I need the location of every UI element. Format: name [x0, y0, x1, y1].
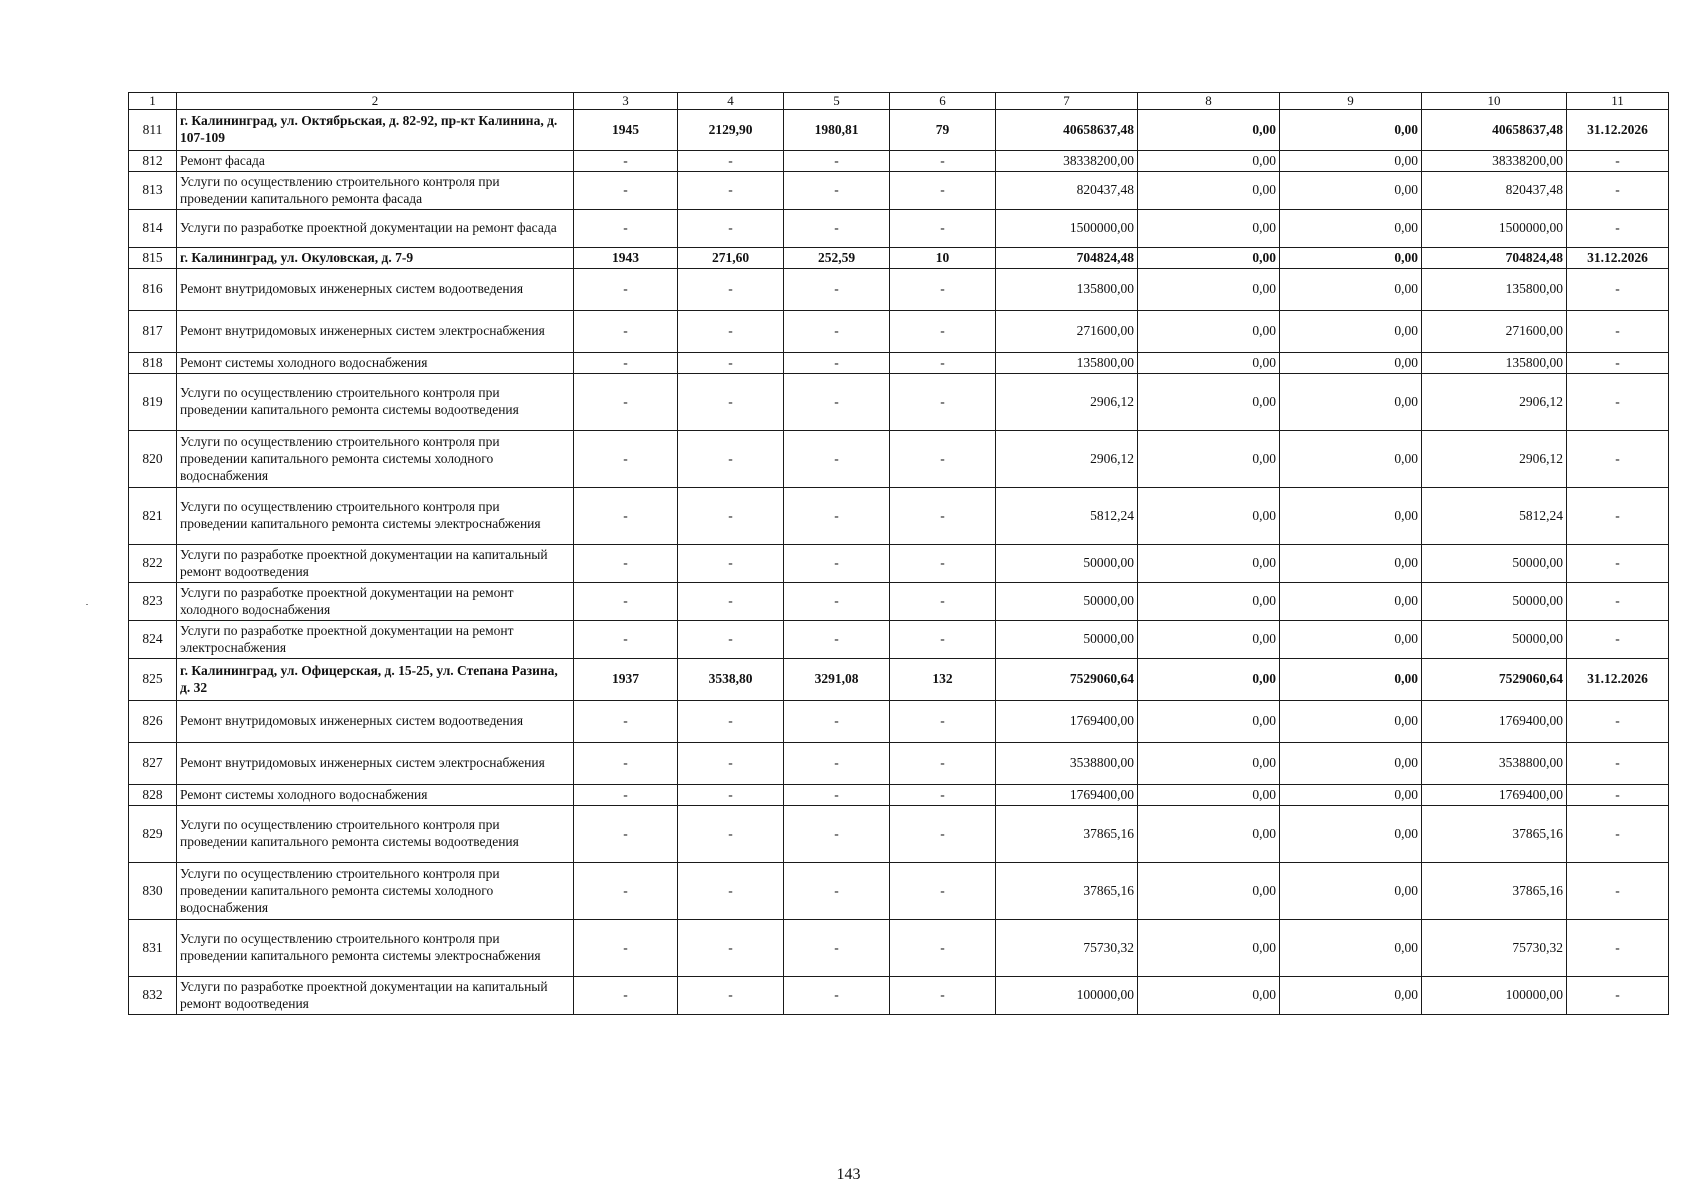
- fund-cost-cell: 0,00: [1138, 110, 1280, 151]
- residential-area-cell: 252,59: [784, 248, 890, 269]
- commissioning-year-cell: 1937: [574, 659, 678, 701]
- commissioning-year-cell: -: [574, 701, 678, 743]
- row-number-cell: 831: [129, 920, 177, 977]
- completion-date-cell: -: [1567, 210, 1669, 248]
- residents-count-cell: 79: [890, 110, 996, 151]
- table-row: [129, 785, 1669, 806]
- commissioning-year-cell: -: [574, 743, 678, 785]
- owners-cost-cell: 3538800,00: [1422, 743, 1567, 785]
- commissioning-year-cell: -: [574, 806, 678, 863]
- commissioning-year-cell: -: [574, 863, 678, 920]
- completion-date-cell: -: [1567, 977, 1669, 1015]
- total-cost-cell: 50000,00: [996, 583, 1138, 621]
- row-number-cell: 812: [129, 151, 177, 172]
- residential-area-cell: -: [784, 311, 890, 353]
- fund-cost-cell: 0,00: [1138, 863, 1280, 920]
- table-row: [129, 806, 1669, 863]
- total-area-cell: -: [678, 701, 784, 743]
- residents-count-cell: -: [890, 353, 996, 374]
- total-area-cell: 2129,90: [678, 110, 784, 151]
- residents-count-cell: 10: [890, 248, 996, 269]
- table-row: [129, 977, 1669, 1015]
- total-cost-cell: 5812,24: [996, 488, 1138, 545]
- owners-cost-cell: 75730,32: [1422, 920, 1567, 977]
- total-area-cell: -: [678, 743, 784, 785]
- budget-cost-cell: 0,00: [1280, 353, 1422, 374]
- residents-count-cell: -: [890, 743, 996, 785]
- residential-area-cell: -: [784, 701, 890, 743]
- residential-area-cell: -: [784, 374, 890, 431]
- column-header: 7: [996, 93, 1138, 110]
- total-area-cell: -: [678, 920, 784, 977]
- commissioning-year-cell: -: [574, 488, 678, 545]
- column-header: 6: [890, 93, 996, 110]
- table-row: [129, 621, 1669, 659]
- owners-cost-cell: 37865,16: [1422, 863, 1567, 920]
- residents-count-cell: -: [890, 977, 996, 1015]
- completion-date-cell: -: [1567, 701, 1669, 743]
- fund-cost-cell: 0,00: [1138, 151, 1280, 172]
- total-area-cell: -: [678, 374, 784, 431]
- fund-cost-cell: 0,00: [1138, 621, 1280, 659]
- commissioning-year-cell: 1943: [574, 248, 678, 269]
- table-row: [129, 353, 1669, 374]
- total-cost-cell: 100000,00: [996, 977, 1138, 1015]
- budget-cost-cell: 0,00: [1280, 545, 1422, 583]
- completion-date-cell: -: [1567, 863, 1669, 920]
- total-area-cell: -: [678, 806, 784, 863]
- residential-area-cell: -: [784, 806, 890, 863]
- fund-cost-cell: 0,00: [1138, 248, 1280, 269]
- fund-cost-cell: 0,00: [1138, 353, 1280, 374]
- completion-date-cell: 31.12.2026: [1567, 110, 1669, 151]
- fund-cost-cell: 0,00: [1138, 269, 1280, 311]
- row-number-cell: 813: [129, 172, 177, 210]
- row-number-cell: 824: [129, 621, 177, 659]
- total-cost-cell: 75730,32: [996, 920, 1138, 977]
- budget-cost-cell: 0,00: [1280, 920, 1422, 977]
- completion-date-cell: -: [1567, 806, 1669, 863]
- residents-count-cell: -: [890, 806, 996, 863]
- fund-cost-cell: 0,00: [1138, 172, 1280, 210]
- work-description-cell: г. Калининград, ул. Окуловская, д. 7-9: [177, 248, 574, 269]
- residents-count-cell: -: [890, 621, 996, 659]
- owners-cost-cell: 1769400,00: [1422, 701, 1567, 743]
- completion-date-cell: 31.12.2026: [1567, 659, 1669, 701]
- residential-area-cell: -: [784, 151, 890, 172]
- budget-cost-cell: 0,00: [1280, 621, 1422, 659]
- residential-area-cell: -: [784, 210, 890, 248]
- table-row: [129, 488, 1669, 545]
- owners-cost-cell: 704824,48: [1422, 248, 1567, 269]
- work-description-cell: г. Калининград, ул. Офицерская, д. 15-25, ул. Степана Разина, д. 32: [177, 659, 574, 701]
- work-description-cell: Услуги по осуществлению строительного контроля при проведении капитального ремонта системы электроснабжения: [177, 488, 574, 545]
- work-description-cell: Услуги по разработке проектной документации на ремонт фасада: [177, 210, 574, 248]
- budget-cost-cell: 0,00: [1280, 806, 1422, 863]
- completion-date-cell: -: [1567, 374, 1669, 431]
- residential-area-cell: 3291,08: [784, 659, 890, 701]
- work-description-cell: Услуги по разработке проектной документации на ремонт электроснабжения: [177, 621, 574, 659]
- commissioning-year-cell: -: [574, 311, 678, 353]
- column-header: 9: [1280, 93, 1422, 110]
- column-header: 10: [1422, 93, 1567, 110]
- residential-area-cell: -: [784, 488, 890, 545]
- total-cost-cell: 50000,00: [996, 545, 1138, 583]
- row-number-cell: 832: [129, 977, 177, 1015]
- column-header: 8: [1138, 93, 1280, 110]
- budget-cost-cell: 0,00: [1280, 172, 1422, 210]
- owners-cost-cell: 135800,00: [1422, 269, 1567, 311]
- residents-count-cell: -: [890, 374, 996, 431]
- completion-date-cell: -: [1567, 785, 1669, 806]
- commissioning-year-cell: -: [574, 583, 678, 621]
- table-row: [129, 172, 1669, 210]
- budget-cost-cell: 0,00: [1280, 151, 1422, 172]
- row-number-cell: 814: [129, 210, 177, 248]
- residents-count-cell: -: [890, 269, 996, 311]
- total-cost-cell: 135800,00: [996, 269, 1138, 311]
- residential-area-cell: -: [784, 583, 890, 621]
- total-cost-cell: 1769400,00: [996, 785, 1138, 806]
- column-header: 11: [1567, 93, 1669, 110]
- residential-area-cell: -: [784, 353, 890, 374]
- completion-date-cell: -: [1567, 269, 1669, 311]
- table-row: [129, 311, 1669, 353]
- row-number-cell: 823: [129, 583, 177, 621]
- work-description-cell: Ремонт внутридомовых инженерных систем водоотведения: [177, 269, 574, 311]
- total-cost-cell: 2906,12: [996, 374, 1138, 431]
- fund-cost-cell: 0,00: [1138, 920, 1280, 977]
- row-number-cell: 827: [129, 743, 177, 785]
- total-area-cell: -: [678, 172, 784, 210]
- budget-cost-cell: 0,00: [1280, 583, 1422, 621]
- total-cost-cell: 38338200,00: [996, 151, 1138, 172]
- completion-date-cell: 31.12.2026: [1567, 248, 1669, 269]
- owners-cost-cell: 271600,00: [1422, 311, 1567, 353]
- completion-date-cell: -: [1567, 621, 1669, 659]
- fund-cost-cell: 0,00: [1138, 659, 1280, 701]
- row-number-cell: 811: [129, 110, 177, 151]
- commissioning-year-cell: -: [574, 431, 678, 488]
- residents-count-cell: -: [890, 172, 996, 210]
- owners-cost-cell: 135800,00: [1422, 353, 1567, 374]
- fund-cost-cell: 0,00: [1138, 431, 1280, 488]
- row-number-cell: 822: [129, 545, 177, 583]
- residential-area-cell: 1980,81: [784, 110, 890, 151]
- column-header: 3: [574, 93, 678, 110]
- residential-area-cell: -: [784, 545, 890, 583]
- commissioning-year-cell: 1945: [574, 110, 678, 151]
- work-description-cell: Ремонт фасада: [177, 151, 574, 172]
- residential-area-cell: -: [784, 269, 890, 311]
- fund-cost-cell: 0,00: [1138, 583, 1280, 621]
- owners-cost-cell: 2906,12: [1422, 374, 1567, 431]
- budget-cost-cell: 0,00: [1280, 863, 1422, 920]
- residential-area-cell: -: [784, 621, 890, 659]
- residents-count-cell: -: [890, 785, 996, 806]
- commissioning-year-cell: -: [574, 353, 678, 374]
- work-description-cell: Ремонт внутридомовых инженерных систем водоотведения: [177, 701, 574, 743]
- commissioning-year-cell: -: [574, 977, 678, 1015]
- fund-cost-cell: 0,00: [1138, 210, 1280, 248]
- budget-cost-cell: 0,00: [1280, 701, 1422, 743]
- owners-cost-cell: 40658637,48: [1422, 110, 1567, 151]
- row-number-cell: 825: [129, 659, 177, 701]
- table-row: [129, 269, 1669, 311]
- total-cost-cell: 820437,48: [996, 172, 1138, 210]
- commissioning-year-cell: -: [574, 269, 678, 311]
- budget-cost-cell: 0,00: [1280, 311, 1422, 353]
- owners-cost-cell: 1500000,00: [1422, 210, 1567, 248]
- budget-cost-cell: 0,00: [1280, 374, 1422, 431]
- fund-cost-cell: 0,00: [1138, 311, 1280, 353]
- row-number-cell: 826: [129, 701, 177, 743]
- work-description-cell: Услуги по осуществлению строительного контроля при проведении капитального ремонта фасада: [177, 172, 574, 210]
- commissioning-year-cell: -: [574, 172, 678, 210]
- total-area-cell: -: [678, 488, 784, 545]
- owners-cost-cell: 37865,16: [1422, 806, 1567, 863]
- table-row: [129, 431, 1669, 488]
- budget-cost-cell: 0,00: [1280, 110, 1422, 151]
- total-area-cell: -: [678, 269, 784, 311]
- total-cost-cell: 37865,16: [996, 863, 1138, 920]
- residential-area-cell: -: [784, 863, 890, 920]
- completion-date-cell: -: [1567, 488, 1669, 545]
- total-cost-cell: 1500000,00: [996, 210, 1138, 248]
- completion-date-cell: -: [1567, 151, 1669, 172]
- completion-date-cell: -: [1567, 743, 1669, 785]
- owners-cost-cell: 1769400,00: [1422, 785, 1567, 806]
- column-header: 1: [129, 93, 177, 110]
- fund-cost-cell: 0,00: [1138, 743, 1280, 785]
- completion-date-cell: -: [1567, 172, 1669, 210]
- total-cost-cell: 40658637,48: [996, 110, 1138, 151]
- work-description-cell: Услуги по разработке проектной документации на капитальный ремонт водоотведения: [177, 545, 574, 583]
- repair-register-table: [128, 92, 1669, 1015]
- row-number-cell: 829: [129, 806, 177, 863]
- owners-cost-cell: 50000,00: [1422, 621, 1567, 659]
- commissioning-year-cell: -: [574, 920, 678, 977]
- budget-cost-cell: 0,00: [1280, 488, 1422, 545]
- residents-count-cell: -: [890, 701, 996, 743]
- work-description-cell: Услуги по осуществлению строительного контроля при проведении капитального ремонта системы водоотведения: [177, 374, 574, 431]
- work-description-cell: Ремонт системы холодного водоснабжения: [177, 353, 574, 374]
- owners-cost-cell: 7529060,64: [1422, 659, 1567, 701]
- total-cost-cell: 271600,00: [996, 311, 1138, 353]
- scan-speck: [86, 604, 88, 605]
- row-number-cell: 817: [129, 311, 177, 353]
- completion-date-cell: -: [1567, 920, 1669, 977]
- total-area-cell: -: [678, 353, 784, 374]
- column-header: 2: [177, 93, 574, 110]
- total-cost-cell: 37865,16: [996, 806, 1138, 863]
- column-header: 4: [678, 93, 784, 110]
- completion-date-cell: -: [1567, 311, 1669, 353]
- total-area-cell: -: [678, 621, 784, 659]
- row-number-cell: 820: [129, 431, 177, 488]
- residents-count-cell: -: [890, 488, 996, 545]
- residential-area-cell: -: [784, 172, 890, 210]
- table-row: [129, 920, 1669, 977]
- total-cost-cell: 704824,48: [996, 248, 1138, 269]
- commissioning-year-cell: -: [574, 545, 678, 583]
- residents-count-cell: 132: [890, 659, 996, 701]
- work-description-cell: Услуги по разработке проектной документации на ремонт холодного водоснабжения: [177, 583, 574, 621]
- commissioning-year-cell: -: [574, 151, 678, 172]
- residents-count-cell: -: [890, 431, 996, 488]
- table-row: [129, 151, 1669, 172]
- owners-cost-cell: 38338200,00: [1422, 151, 1567, 172]
- work-description-cell: г. Калининград, ул. Октябрьская, д. 82-92, пр-кт Калинина, д. 107-109: [177, 110, 574, 151]
- row-number-cell: 816: [129, 269, 177, 311]
- completion-date-cell: -: [1567, 545, 1669, 583]
- total-area-cell: -: [678, 545, 784, 583]
- table-row: [129, 110, 1669, 151]
- owners-cost-cell: 820437,48: [1422, 172, 1567, 210]
- fund-cost-cell: 0,00: [1138, 701, 1280, 743]
- budget-cost-cell: 0,00: [1280, 977, 1422, 1015]
- work-description-cell: Услуги по разработке проектной документации на капитальный ремонт водоотведения: [177, 977, 574, 1015]
- total-area-cell: 271,60: [678, 248, 784, 269]
- total-area-cell: -: [678, 785, 784, 806]
- table-row: [129, 374, 1669, 431]
- residents-count-cell: -: [890, 863, 996, 920]
- work-description-cell: Услуги по осуществлению строительного контроля при проведении капитального ремонта системы холодного водоснабжения: [177, 863, 574, 920]
- owners-cost-cell: 50000,00: [1422, 545, 1567, 583]
- total-cost-cell: 7529060,64: [996, 659, 1138, 701]
- table-row: [129, 743, 1669, 785]
- total-area-cell: -: [678, 863, 784, 920]
- table-row: [129, 545, 1669, 583]
- row-number-cell: 819: [129, 374, 177, 431]
- residents-count-cell: -: [890, 210, 996, 248]
- work-description-cell: Услуги по осуществлению строительного контроля при проведении капитального ремонта системы холодного водоснабжения: [177, 431, 574, 488]
- table-row: [129, 863, 1669, 920]
- fund-cost-cell: 0,00: [1138, 806, 1280, 863]
- commissioning-year-cell: -: [574, 210, 678, 248]
- total-area-cell: -: [678, 977, 784, 1015]
- residential-area-cell: -: [784, 785, 890, 806]
- owners-cost-cell: 50000,00: [1422, 583, 1567, 621]
- budget-cost-cell: 0,00: [1280, 785, 1422, 806]
- total-cost-cell: 1769400,00: [996, 701, 1138, 743]
- work-description-cell: Ремонт внутридомовых инженерных систем электроснабжения: [177, 743, 574, 785]
- column-header: 5: [784, 93, 890, 110]
- residential-area-cell: -: [784, 743, 890, 785]
- fund-cost-cell: 0,00: [1138, 977, 1280, 1015]
- fund-cost-cell: 0,00: [1138, 785, 1280, 806]
- budget-cost-cell: 0,00: [1280, 248, 1422, 269]
- work-description-cell: Ремонт системы холодного водоснабжения: [177, 785, 574, 806]
- residents-count-cell: -: [890, 545, 996, 583]
- page-number: 143: [836, 1166, 861, 1183]
- table-row: [129, 248, 1669, 269]
- owners-cost-cell: 100000,00: [1422, 977, 1567, 1015]
- total-cost-cell: 135800,00: [996, 353, 1138, 374]
- total-cost-cell: 2906,12: [996, 431, 1138, 488]
- budget-cost-cell: 0,00: [1280, 210, 1422, 248]
- owners-cost-cell: 2906,12: [1422, 431, 1567, 488]
- residential-area-cell: -: [784, 977, 890, 1015]
- total-area-cell: -: [678, 151, 784, 172]
- total-area-cell: -: [678, 311, 784, 353]
- work-description-cell: Ремонт внутридомовых инженерных систем электроснабжения: [177, 311, 574, 353]
- table-row: [129, 659, 1669, 701]
- row-number-cell: 828: [129, 785, 177, 806]
- column-number-header-row: [129, 93, 1669, 110]
- table-row: [129, 210, 1669, 248]
- table-body: [129, 93, 1669, 1015]
- work-description-cell: Услуги по осуществлению строительного контроля при проведении капитального ремонта системы электроснабжения: [177, 920, 574, 977]
- budget-cost-cell: 0,00: [1280, 431, 1422, 488]
- commissioning-year-cell: -: [574, 374, 678, 431]
- residential-area-cell: -: [784, 431, 890, 488]
- row-number-cell: 830: [129, 863, 177, 920]
- residents-count-cell: -: [890, 151, 996, 172]
- row-number-cell: 815: [129, 248, 177, 269]
- total-area-cell: -: [678, 583, 784, 621]
- total-area-cell: -: [678, 210, 784, 248]
- completion-date-cell: -: [1567, 353, 1669, 374]
- total-area-cell: 3538,80: [678, 659, 784, 701]
- table-row: [129, 701, 1669, 743]
- work-description-cell: Услуги по осуществлению строительного контроля при проведении капитального ремонта системы водоотведения: [177, 806, 574, 863]
- row-number-cell: 821: [129, 488, 177, 545]
- residents-count-cell: -: [890, 311, 996, 353]
- row-number-cell: 818: [129, 353, 177, 374]
- commissioning-year-cell: -: [574, 785, 678, 806]
- fund-cost-cell: 0,00: [1138, 545, 1280, 583]
- completion-date-cell: -: [1567, 431, 1669, 488]
- budget-cost-cell: 0,00: [1280, 659, 1422, 701]
- fund-cost-cell: 0,00: [1138, 374, 1280, 431]
- residents-count-cell: -: [890, 920, 996, 977]
- total-area-cell: -: [678, 431, 784, 488]
- table-row: [129, 583, 1669, 621]
- completion-date-cell: -: [1567, 583, 1669, 621]
- residents-count-cell: -: [890, 583, 996, 621]
- budget-cost-cell: 0,00: [1280, 743, 1422, 785]
- budget-cost-cell: 0,00: [1280, 269, 1422, 311]
- owners-cost-cell: 5812,24: [1422, 488, 1567, 545]
- residential-area-cell: -: [784, 920, 890, 977]
- fund-cost-cell: 0,00: [1138, 488, 1280, 545]
- commissioning-year-cell: -: [574, 621, 678, 659]
- total-cost-cell: 50000,00: [996, 621, 1138, 659]
- total-cost-cell: 3538800,00: [996, 743, 1138, 785]
